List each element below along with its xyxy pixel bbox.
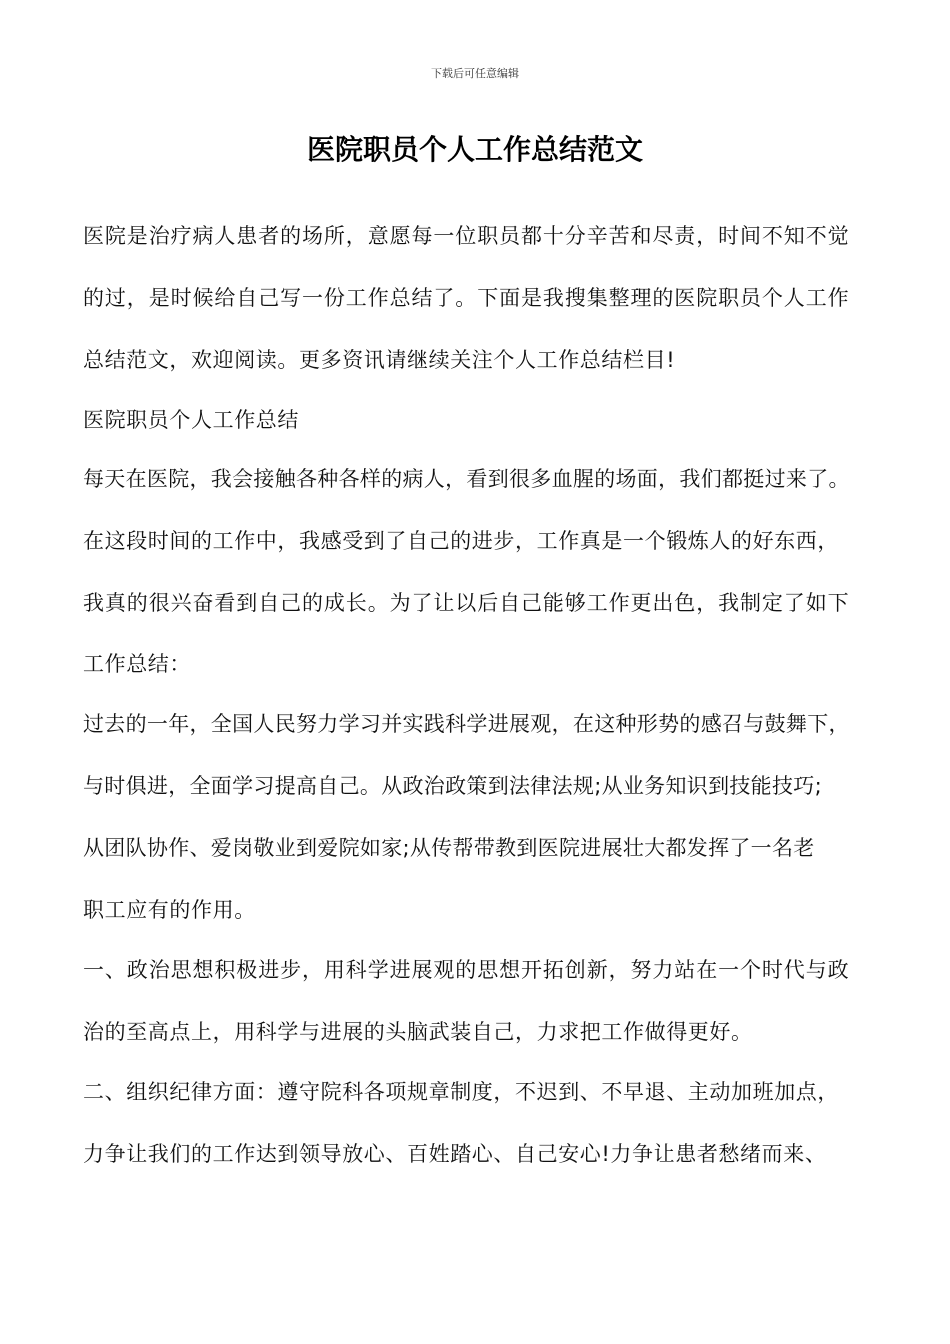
body-line: 治的至高点上，用科学与进展的头脑武装自己，力求把工作做得更好。	[83, 1020, 753, 1044]
body-line: 的过，是时候给自己写一份工作总结了。下面是我搜集整理的医院职员个人工作	[83, 286, 850, 310]
body-line: 力争让我们的工作达到领导放心、百姓踏心、自己安心!力争让患者愁绪而来、	[83, 1142, 827, 1166]
body-line: 二、组织纪律方面：遵守院科各项规章制度，不迟到、不早退、主动加班加点，	[83, 1080, 839, 1104]
header-note: 下载后可任意编辑	[431, 67, 519, 80]
body-line: 每天在医院，我会接触各种各样的病人，看到很多血腥的场面，我们都挺过来了。	[83, 467, 850, 491]
body-line: 我真的很兴奋看到自己的成长。为了让以后自己能够工作更出色，我制定了如下	[83, 591, 850, 615]
section-heading: 医院职员个人工作总结	[83, 408, 299, 432]
body-line: 医院是治疗病人患者的场所，意愿每一位职员都十分辛苦和尽责，时间不知不觉	[83, 224, 850, 248]
body-line: 与时俱进，全面学习提高自己。从政治政策到法律法规;从业务知识到技能技巧;	[83, 774, 822, 798]
body-line: 工作总结：	[83, 652, 191, 676]
body-line: 从团队协作、爱岗敬业到爱院如家;从传帮带教到医院进展壮大都发挥了一名老	[83, 836, 815, 860]
body-line: 总结范文，欢迎阅读。更多资讯请继续关注个人工作总结栏目!	[83, 348, 676, 372]
body-line: 在这段时间的工作中，我感受到了自己的进步，工作真是一个锻炼人的好东西，	[83, 529, 839, 553]
body-line: 职工应有的作用。	[83, 898, 256, 922]
document-title: 医院职员个人工作总结范文	[306, 133, 643, 166]
body-line: 一、政治思想积极进步，用科学进展观的思想开拓创新，努力站在一个时代与政	[83, 958, 850, 982]
body-line: 过去的一年，全国人民努力学习并实践科学进展观，在这种形势的感召与鼓舞下，	[83, 712, 850, 736]
